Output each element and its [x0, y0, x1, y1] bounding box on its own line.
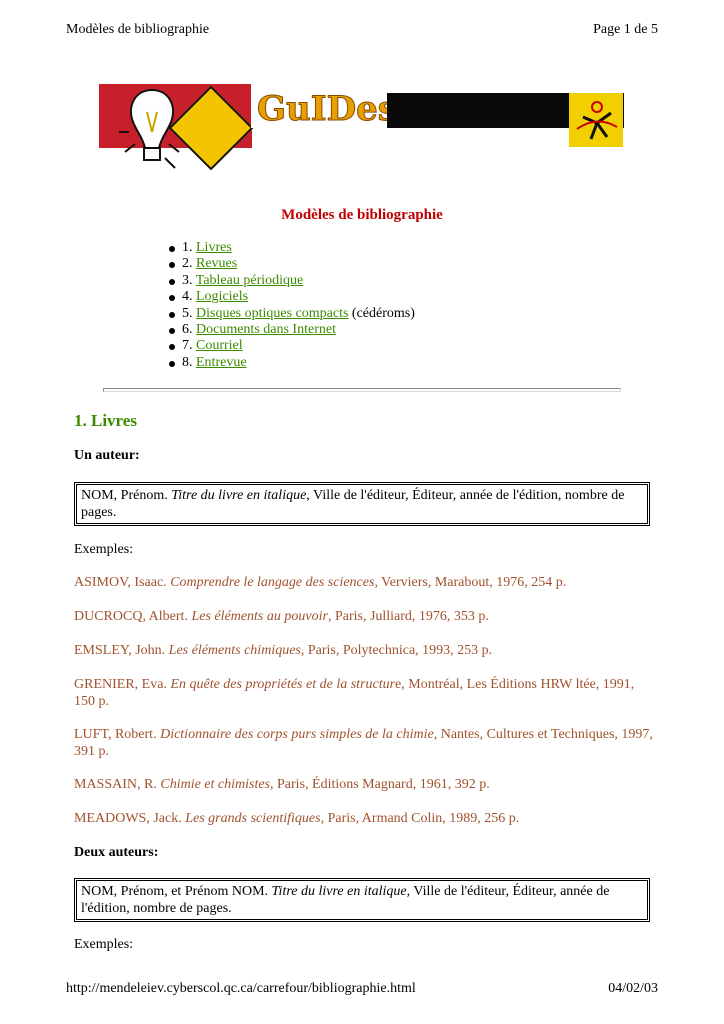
banner-logo	[251, 82, 387, 128]
reference-example: MEADOWS, Jack. Les grands scientifiques, Paris, Armand Colin, 1989, 256 p.	[74, 811, 520, 826]
bullet-icon	[169, 279, 175, 285]
toc-item: 6. Documents dans Internet	[168, 322, 415, 338]
page-title: Modèles de bibliographie	[281, 207, 443, 223]
toc-item: 7. Courriel	[168, 338, 415, 354]
dancing-figure-icon	[569, 93, 623, 147]
toc-link-tableau-periodique[interactable]: Tableau périodique	[195, 272, 304, 288]
bullet-icon	[169, 328, 175, 334]
bullet-icon	[169, 295, 175, 301]
toc-link-logiciels[interactable]: Logiciels	[196, 289, 249, 305]
bullet-icon	[169, 246, 175, 252]
toc-link-entrevue[interactable]: Entrevue	[196, 354, 247, 370]
reference-example: GRENIER, Eva. En quête des propriétés et de la structure, Montréal, Les Éditions HRW ltée, 1991, 150 p.	[74, 677, 635, 709]
bullet-icon	[169, 262, 175, 268]
page-number: Page 1 de 5	[593, 22, 658, 37]
toc-link-revues[interactable]: Revues	[196, 256, 238, 272]
toc-item: 3. Tableau périodique	[168, 273, 415, 289]
table-of-contents	[168, 240, 415, 371]
examples-label: Exemples:	[74, 542, 134, 557]
guides-logo	[251, 82, 387, 128]
format-model-box: NOM, Prénom, et Prénom NOM. Titre du livre en italique, Ville de l'éditeur, Éditeur, année de l'édition, nombre de pages.	[74, 878, 650, 922]
reference-example: ASIMOV, Isaac. Comprendre le langage des sciences, Verviers, Marabout, 1976, 254 p.	[74, 575, 567, 590]
toc-link-courriel[interactable]: Courriel	[196, 338, 243, 354]
toc-item: 1. Livres	[168, 240, 415, 256]
reference-example: DUCROCQ, Albert. Les éléments au pouvoir, Paris, Julliard, 1976, 353 p.	[74, 609, 489, 624]
toc-item: 5. Disques optiques compacts (cédéroms)	[168, 306, 415, 322]
lightbulb-icon	[117, 82, 187, 180]
bullet-icon	[169, 312, 175, 318]
bullet-icon	[169, 344, 175, 350]
page-url: http://mendeleiev.cyberscol.qc.ca/carrefour/bibliographie.html	[66, 981, 416, 996]
print-date: 04/02/03	[608, 981, 658, 996]
bullet-icon	[169, 361, 175, 367]
toc-item: 4. Logiciels	[168, 289, 415, 305]
toc-link-livres[interactable]: Livres	[196, 240, 232, 255]
toc-link-documents-internet[interactable]: Documents dans Internet	[196, 321, 336, 337]
svg-text:GuIDes: GuIDes	[257, 89, 387, 128]
subheading-one-author: Un auteur:	[74, 448, 140, 463]
format-model-box: NOM, Prénom. Titre du livre en italique, Ville de l'éditeur, Éditeur, année de l'édition, nombre de pages.	[74, 482, 650, 526]
toc-item: 2. Revues	[168, 256, 415, 272]
section-heading: 1. Livres	[74, 411, 137, 430]
subheading-two-authors: Deux auteurs:	[74, 845, 159, 860]
toc-link-disques[interactable]: Disques optiques compacts	[196, 305, 349, 321]
page-header-title: Modèles de bibliographie	[66, 22, 210, 37]
horizontal-divider	[103, 388, 621, 392]
banner-yellow-square	[569, 93, 623, 147]
guides-banner	[99, 82, 624, 180]
examples-label: Exemples:	[74, 937, 134, 952]
reference-example: MASSAIN, R. Chimie et chimistes, Paris, Éditions Magnard, 1961, 392 p.	[74, 777, 490, 792]
reference-example: LUFT, Robert. Dictionnaire des corps purs simples de la chimie, Nantes, Cultures et Techniques, 1997, 391 p.	[74, 727, 653, 759]
reference-example: EMSLEY, John. Les éléments chimiques, Paris, Polytechnica, 1993, 253 p.	[74, 643, 493, 658]
toc-item: 8. Entrevue	[168, 355, 415, 371]
